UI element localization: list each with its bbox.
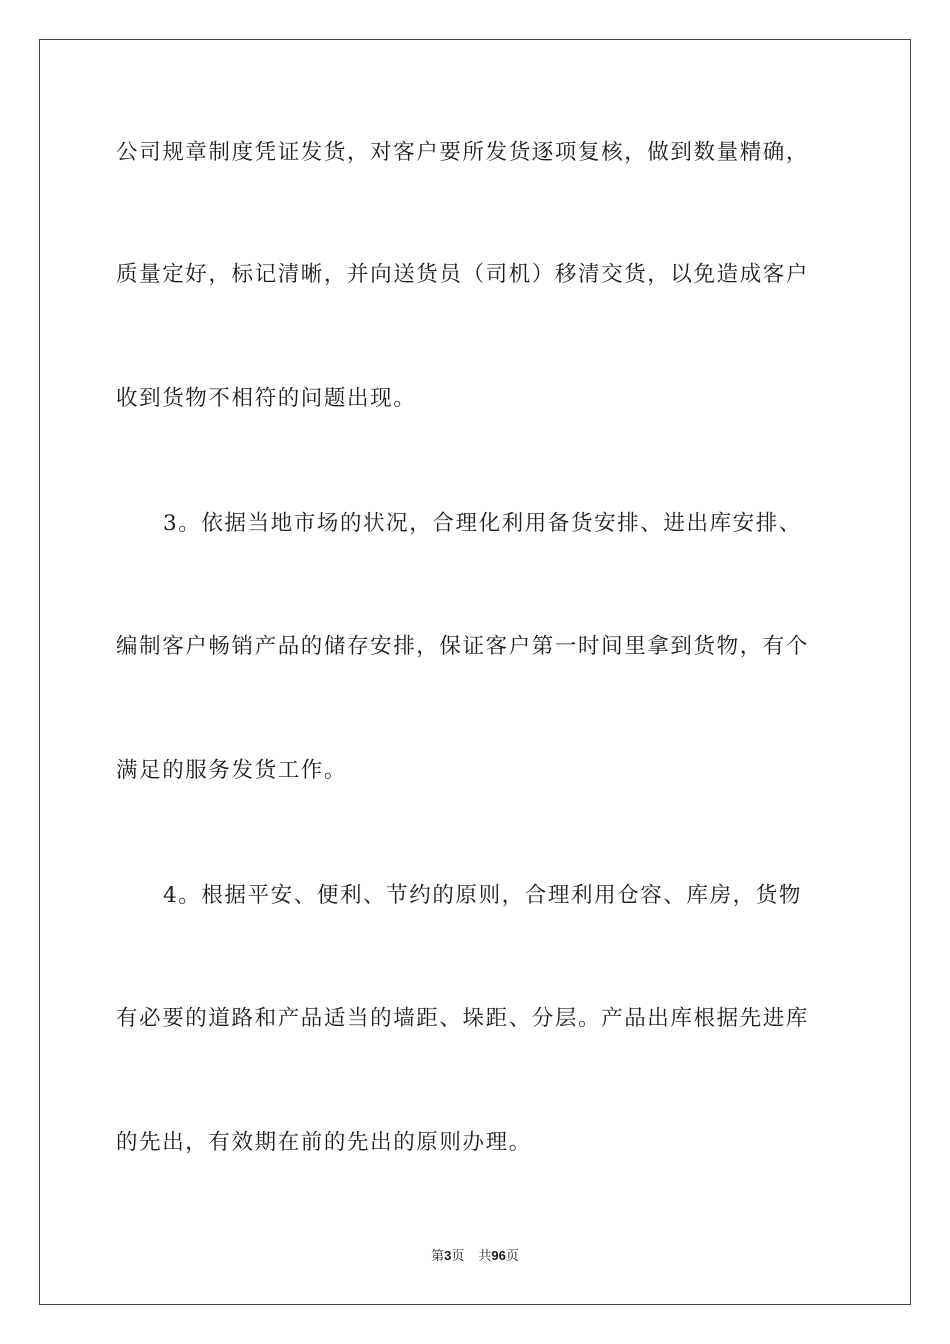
footer-total-suffix: 页: [505, 1249, 519, 1264]
footer-page-number: 3: [444, 1248, 452, 1263]
body-line-7: 4。根据平安、便利、节约的原则，合理利用仓容、库房，货物: [163, 883, 802, 908]
body-line-4: 3。依据当地市场的状况，合理化利用备货安排、进出库安排、: [163, 511, 802, 536]
footer-page-suffix: 页: [451, 1249, 465, 1264]
body-line-1: 公司规章制度凭证发货，对客户要所发货逐项复核，做到数量精确，: [116, 140, 810, 165]
body-line-9: 的先出，有效期在前的先出的原则办理。: [116, 1130, 532, 1155]
footer-total-pages: 96: [491, 1248, 506, 1263]
body-line-5: 编制客户畅销产品的储存安排，保证客户第一时间里拿到货物，有个: [116, 634, 810, 659]
footer-total-prefix: 共: [478, 1249, 492, 1264]
body-line-8: 有必要的道路和产品适当的墙距、垛距、分层。产品出库根据先进库: [116, 1006, 810, 1031]
body-line-3: 收到货物不相符的问题出现。: [116, 386, 417, 411]
body-line-6: 满足的服务发货工作。: [116, 758, 348, 783]
body-line-2: 质量定好，标记清晰，并向送货员（司机）移清交货，以免造成客户: [116, 262, 810, 287]
page-border: [39, 39, 911, 1305]
footer-page-prefix: 第: [431, 1249, 445, 1264]
page-footer: [0, 1247, 950, 1266]
